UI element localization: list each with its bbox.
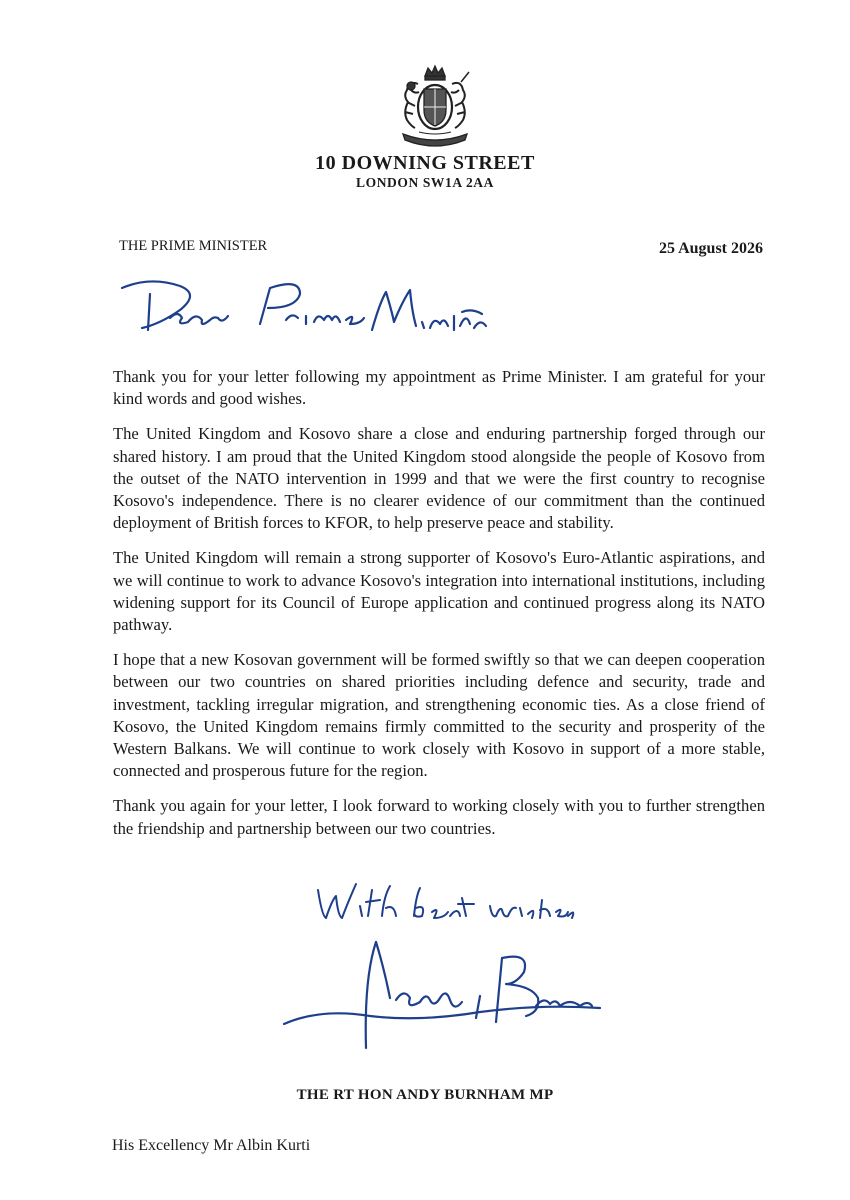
letterhead-address-line1: 10 DOWNING STREET: [315, 152, 535, 174]
handwritten-salutation: [110, 272, 490, 362]
body-paragraph-5: Thank you again for your letter, I look forward to working closely with you to further strengthen the friendship and partnership between our two countries.: [113, 796, 765, 838]
signatory-name: THE RT HON ANDY BURNHAM MP: [296, 1087, 554, 1103]
sender-title: THE PRIME MINISTER: [119, 238, 268, 254]
body-paragraph-2: The United Kingdom and Kosovo share a close and enduring partnership forged through our shared history. I am proud that the United Kingdom stood alongside the people of Kosovo from the outset of the NATO intervention in 1999 and that we were the first country to recognise Kosovo's independence. There is no clearer evidence of our commitment than the continued deployment of British forces to KFOR, to help preserve peace and stability.: [113, 424, 765, 533]
royal-coat-of-arms-icon: [389, 62, 481, 152]
body-paragraph-4: I hope that a new Kosovan government will be formed swiftly so that we can deepen cooperation between our two countries on shared priorities including defence and security, trade and investment, tackling irregular migration, and strengthening economic ties. As a close friend of Kosovo, the United Kingdom remains firmly committed to the security and prosperity of the Western Balkans. We will continue to work closely with Kosovo in support of a more stable, connected and prosperous future for the region.: [113, 650, 765, 781]
body-paragraph-1: Thank you for your letter following my appointment as Prime Minister. I am grateful for your kind words and good wishes.: [113, 367, 765, 409]
handwritten-signature-icon: [280, 938, 610, 1050]
handwritten-closing: [310, 876, 580, 932]
recipient-name: His Excellency Mr Albin Kurti: [112, 1137, 311, 1154]
body-paragraph-3: The United Kingdom will remain a strong supporter of Kosovo's Euro-Atlantic aspirations, and we will continue to work to advance Kosovo's integration into international institutions, including widening support for its Council of Europe application and continued progress along its NATO pathway.: [113, 548, 765, 635]
letter-date: 25 August 2026: [658, 240, 763, 257]
letterhead-address-line2: LONDON SW1A 2AA: [355, 175, 494, 190]
letter-body: [113, 366, 765, 853]
